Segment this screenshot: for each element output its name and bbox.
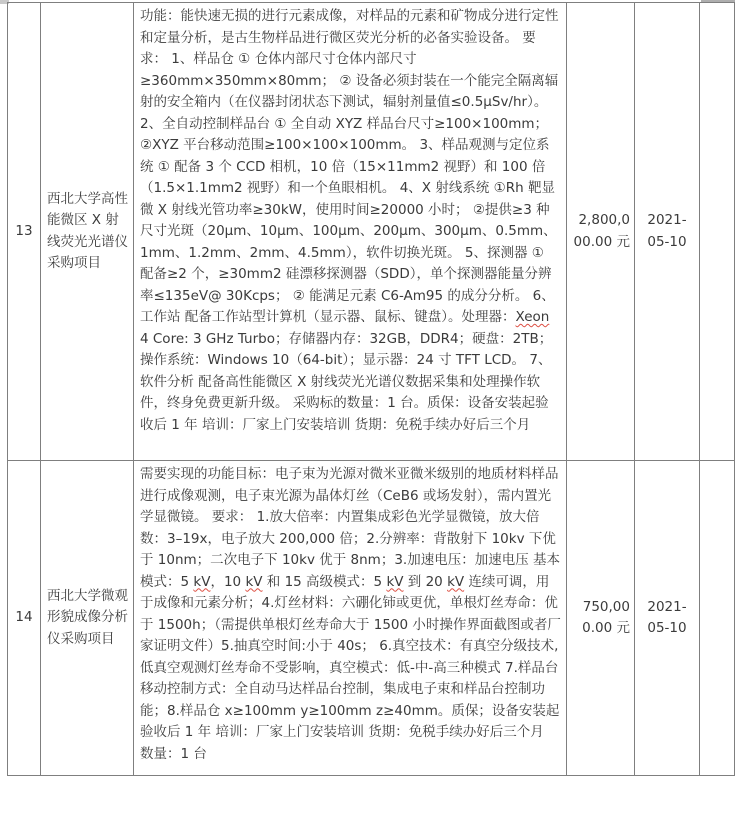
spellcheck-underline: kV: [245, 573, 263, 590]
spellcheck-underline: kV: [447, 573, 465, 590]
row-index-cell: 13: [8, 3, 41, 461]
project-name-cell: 西北大学高性能微区 X 射线荧光光谱仪采购项目: [41, 3, 134, 461]
spellcheck-underline: Xeon: [515, 309, 550, 325]
table-row: [8, 461, 735, 776]
procurement-table: [7, 2, 735, 776]
spellcheck-underline: kV: [386, 573, 404, 590]
empty-cell: [700, 3, 735, 461]
table-row: [8, 3, 735, 461]
date-cell: 2021-05-10: [635, 3, 700, 461]
date-cell: 2021-05-10: [635, 461, 700, 776]
price-cell: 750,000.00 元: [567, 461, 635, 776]
project-name-cell: 西北大学微观形貌成像分析仪采购项目: [41, 461, 134, 776]
empty-cell: [700, 461, 735, 776]
price-cell: 2,800,000.00 元: [567, 3, 635, 461]
description-cell: 功能：能快速无损的进行元素成像，对样品的元素和矿物成分进行定性和定量分析，是古生物样品进行微区荧光分析的必备实验设备。 要求： 1、样品仓 ① 仓体内部尺寸仓体内部尺寸≥360mm×350mm×80mm； ② 设备必须封装在一个能完全隔离辐射的安全箱内（在仪器封闭状态下测试，辐射剂量值≤0.5μSv/hr）。 2、全自动控制样品台 ① 全自动 XYZ 样品台尺寸≥100×100mm； ②XYZ 平台移动范围≥100×100×100mm。 3、样品观测与定位系统 ① 配备 3 个 CCD 相机，10 倍（15×11mm2 视野）和 100 倍（1.5×1.1mm2 视野）和一个鱼眼相机。 4、X 射线系统 ①Rh 靶显微 X 射线光管功率≥30kW，使用时间≥20000 小时； ②提供≥3 种尺寸光斑（20μm、10μm、100μm、200μm、300μm、0.5mm、1mm、1.2mm、2mm、4.5mm），软件切换光斑。 5、探测器 ① 配备≥2 个，≥30mm2 硅漂移探测器（SDD），单个探测器能量分辨率≤135eV@ 30Kcps； ② 能满足元素 C6-Am95 的成分分析。 6、工作站 配备工作站型计算机（显示器、鼠标、键盘）。处理器：Xeon 4 Core: 3 GHz Turbo；存储器内存：32GB，DDR4；硬盘：2TB；操作系统：Windows 10（64-bit）；显示器：24 寸 TFT LCD。 7、软件分析 配备高性能微区 X 射线荧光光谱仪数据采集和处理操作软件，终身免费更新升级。 采购标的数量：1 台。质保：设备安装起验收后 1 年 培训：厂家上门安装培训 货期：免税手续办好后三个月: [134, 3, 567, 461]
description-cell: 需要实现的功能目标：电子束为光源对微米亚微米级别的地质材料样品进行成像观测，电子束光源为晶体灯丝（CeB6 或场发射），需内置光学显微镜。 要求： 1.放大倍率：内置集成彩色光学显微镜，放大倍数：3–19x，电子放大 200,000 倍；2.分辨率：背散射下 10kv 下优于 10nm；二次电子下 10kv 优于 8nm；3.加速电压：加速电压 基本模式：5 kV，10 kV 和 15 高级模式：5 kV 到 20 kV 连续可调，用于成像和元素分析；4.灯丝材料：六硼化铈或更优，单根灯丝寿命：优于 1500h；（需提供单根灯丝寿命大于 1500 小时操作界面截图或者厂家证明文件）5.抽真空时间:小于 40s； 6.真空技术：有真空分级技术,低真空观测灯丝寿命不受影响，真空模式：低-中-高三种模式 7.样品台移动控制方式：全自动马达样品台控制，集成电子束和样品台控制功能；8.样品仓 x≥100mm y≥100mm z≥40mm。质保；设备安装起验收后 1 年 培训：厂家上门安装培训 货期：免税手续办好后三个月 数量：1 台: [134, 461, 567, 776]
spellcheck-underline: kV: [193, 573, 211, 590]
row-index-cell: 14: [8, 461, 41, 776]
